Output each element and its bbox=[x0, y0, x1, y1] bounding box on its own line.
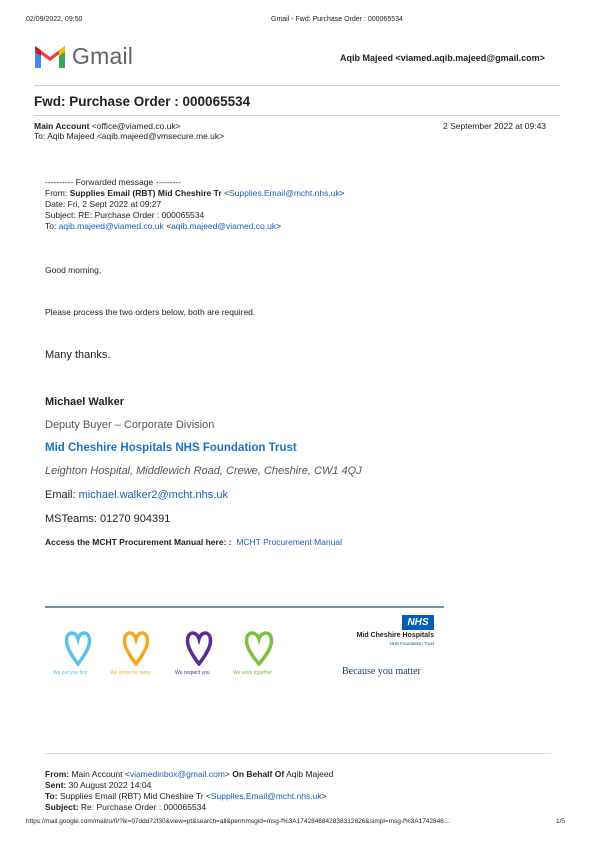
account-user: Aqib Majeed <viamed.aqib.majeed@gmail.com> bbox=[340, 53, 545, 63]
earlier-subject bbox=[45, 802, 206, 813]
divider bbox=[34, 115, 560, 116]
banner-divider bbox=[45, 606, 444, 608]
gmail-logo-icon bbox=[34, 44, 66, 69]
page-number: 1/5 bbox=[556, 818, 566, 825]
forward-to-email2-link[interactable]: aqib.majeed@viamed.co.uk bbox=[171, 221, 277, 231]
forward-to bbox=[45, 221, 281, 232]
procurement-manual-link[interactable]: MCHT Procurement Manual bbox=[236, 537, 342, 547]
message-to: To: Aqib Majeed <aqib.majeed@vmsecure.me.uk> bbox=[34, 131, 225, 141]
forward-date: Date: Fri, 2 Sept 2022 at 09:27 bbox=[45, 199, 162, 209]
value-label: We work together bbox=[233, 670, 273, 676]
subject-title: Fwd: Purchase Order : 000065534 bbox=[34, 94, 251, 109]
forward-subject: Subject: RE: Purchase Order : 000065534 bbox=[45, 210, 205, 220]
earlier-from bbox=[45, 769, 333, 780]
earlier-to-name: Supplies Email (RBT) Mid Cheshire Tr < bbox=[57, 791, 211, 801]
bracket: < bbox=[163, 221, 172, 231]
tagline: Because you matter bbox=[342, 666, 421, 677]
signature-teams: MSTeams: 01270 904391 bbox=[45, 513, 171, 525]
bracket: > bbox=[339, 188, 345, 198]
message-date: 2 September 2022 at 09:43 bbox=[443, 121, 547, 131]
signature-email bbox=[45, 489, 228, 501]
heart-icon bbox=[63, 630, 93, 666]
bracket: > bbox=[276, 221, 282, 231]
earlier-sender-name: Main Account < bbox=[69, 769, 130, 779]
value-label: We put you first bbox=[53, 670, 88, 676]
subject-value: Re: Purchase Order : 000065534 bbox=[78, 802, 207, 812]
email-label: Email: bbox=[45, 489, 79, 501]
earlier-sender-email-link[interactable]: viamedinbox@gmail.com bbox=[129, 769, 225, 779]
behalf-label: On Behalf Of bbox=[229, 769, 285, 779]
earlier-sent bbox=[45, 780, 151, 791]
value-label: We strive for more bbox=[110, 670, 151, 676]
manual-label: Access the MCHT Procurement Manual here: : bbox=[45, 537, 232, 547]
subject-label: Subject: bbox=[45, 802, 79, 812]
value-label: We respect you bbox=[175, 670, 210, 676]
trust-name: Mid Cheshire Hospitals bbox=[356, 632, 434, 639]
forward-from bbox=[45, 188, 345, 199]
forward-sender-email-link[interactable]: Supplies.Email@mcht.nhs.uk bbox=[228, 188, 340, 198]
forward-to-email-link[interactable]: aqib.majeed@viamed.co.uk bbox=[58, 221, 164, 231]
value-we-put-you-first bbox=[51, 630, 111, 680]
signature-address: Leighton Hospital, Middlewich Road, Crewe, Cheshire, CW1 4QJ bbox=[45, 465, 362, 477]
earlier-to-email-link[interactable]: Supplies.Email@mcht.nhs.uk bbox=[210, 791, 322, 801]
message-from bbox=[34, 121, 181, 132]
sent-label: Sent: bbox=[45, 780, 67, 790]
print-url: https://mail.google.com/mail/u/0/?ik=07ddd72f30&view=pt&search=all&permmsgid=msg-f%3A1742846842838312826&simpl=msg-f%3A1742846… bbox=[26, 818, 451, 825]
forward-sender-name: Supplies Email (RBT) Mid Cheshire Tr bbox=[69, 188, 222, 198]
earlier-to bbox=[45, 791, 327, 802]
divider bbox=[45, 753, 551, 754]
nhs-logo: NHS bbox=[402, 615, 434, 630]
signature-name: Michael Walker bbox=[45, 396, 125, 408]
heart-icon bbox=[121, 630, 151, 666]
sender-name: Main Account bbox=[34, 121, 90, 131]
bracket: > bbox=[321, 791, 327, 801]
value-we-respect-you bbox=[172, 630, 230, 680]
body-greeting: Good morning, bbox=[45, 265, 102, 275]
signature-role: Deputy Buyer – Corporate Division bbox=[45, 419, 215, 431]
print-title: Gmail - Fwd: Purchase Order : 000065534 bbox=[271, 16, 403, 23]
from-label: From: bbox=[45, 188, 70, 198]
value-we-strive-for-more bbox=[108, 630, 170, 680]
heart-icon bbox=[242, 630, 276, 666]
body-thanks: Many thanks. bbox=[45, 349, 111, 361]
from-label: From: bbox=[45, 769, 70, 779]
divider bbox=[34, 85, 560, 86]
bracket: < bbox=[221, 188, 229, 198]
heart-icon bbox=[184, 630, 214, 666]
gmail-wordmark: Gmail bbox=[72, 43, 134, 69]
procurement-manual-line bbox=[45, 537, 342, 547]
print-date: 02/09/2022, 09:50 bbox=[26, 16, 83, 23]
sent-value: 30 August 2022 14:04 bbox=[66, 780, 152, 790]
behalf-name: Aqib Majeed bbox=[284, 769, 334, 779]
sender-email: <office@viamed.co.uk> bbox=[91, 121, 181, 131]
value-we-work-together bbox=[230, 630, 292, 680]
signature-email-link[interactable]: michael.walker2@mcht.nhs.uk bbox=[78, 489, 228, 501]
forward-separator: ---------- Forwarded message --------- bbox=[45, 177, 181, 187]
trust-subtitle: NHS Foundation Trust bbox=[389, 641, 434, 646]
to-label: To: bbox=[45, 791, 58, 801]
body-line: Please process the two orders below, both are required. bbox=[45, 307, 256, 317]
to-label: To: bbox=[45, 221, 59, 231]
bracket: > bbox=[224, 769, 230, 779]
signature-org: Mid Cheshire Hospitals NHS Foundation Trust bbox=[45, 442, 297, 454]
